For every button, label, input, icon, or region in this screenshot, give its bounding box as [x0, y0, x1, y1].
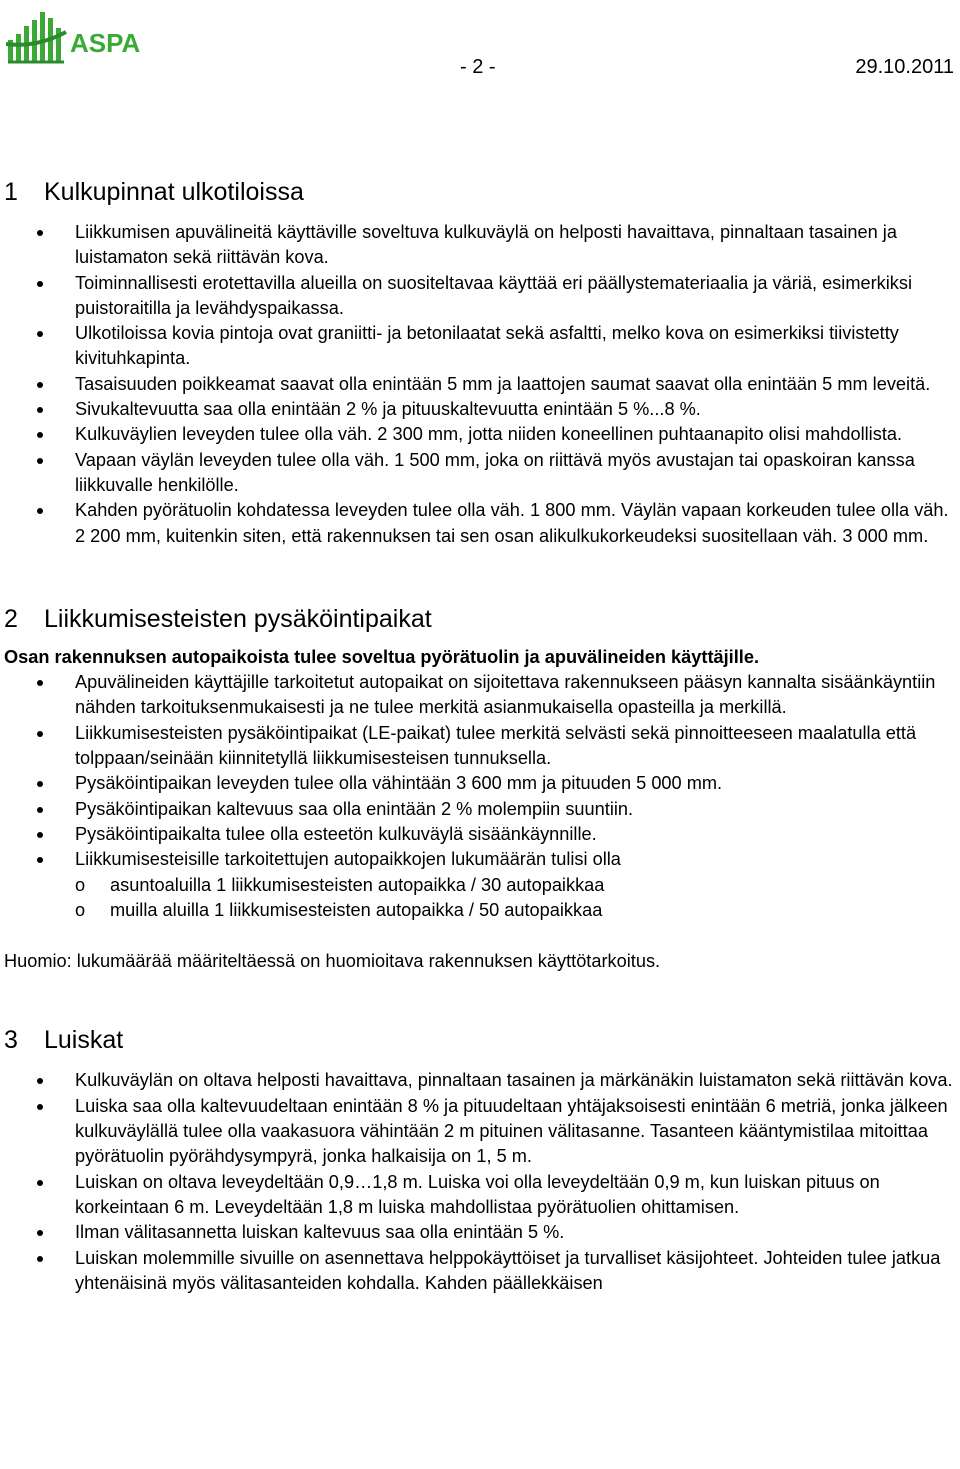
list-item: Sivukaltevuutta saa olla enintään 2 % ja pituuskaltevuutta enintään 5 %...8 %.	[4, 397, 956, 422]
section-pysakointipaikat	[4, 597, 956, 975]
list-item: Luiskan on oltava leveydeltään 0,9…1,8 m. Luiska voi olla leveydeltään 0,9 m, kun luiskan pituus on korkeintaan 6 m. Leveydeltään 1,8 m luiska mahdollistaa pyörätuolien ohittamisen.	[4, 1170, 956, 1221]
section-luiskat	[4, 1018, 956, 1296]
list-item: Luiskan molemmille sivuille on asennettava helppokäyttöiset ja turvalliset käsijohteet. Johteiden tulee jatkua yhtenäisinä myös välitasanteiden kohdalla. Kahden päällekkäisen	[4, 1246, 956, 1297]
bullet-list	[4, 220, 956, 549]
list-item: Kahden pyörätuolin kohdatessa leveyden tulee olla väh. 1 800 mm. Väylän vapaan korkeuden tulee olla väh. 2 200 mm, kuitenkin siten, että rakennuksen tai sen osan alikulkukorkeudeksi suositellaan väh. 3 000 mm.	[4, 498, 956, 549]
page-number: - 2 -	[460, 56, 496, 78]
document-date: 29.10.2011	[855, 56, 954, 78]
list-item: Kulkuväylien leveyden tulee olla väh. 2 300 mm, jotta niiden koneellinen puhtaanapito olisi mahdollista.	[4, 422, 956, 447]
section-title: Luiskat	[44, 1026, 124, 1055]
list-item: Liikkumisen apuvälineitä käyttäville soveltuva kulkuväylä on helposti havaittava, pinnaltaan tasainen ja luistamaton sekä riittävän kova.	[4, 220, 956, 271]
list-item: Toiminnallisesti erotettavilla alueilla on suositeltavaa käyttää eri päällystemateriaalia ja väriä, esimerkiksi puistoraitilla ja levähdyspaikassa.	[4, 271, 956, 322]
list-item: Ulkotiloissa kovia pintoja ovat graniitti- ja betonilaatat sekä asfaltti, melko kova on esimerkiksi tiivistetty kivituhkapinta.	[4, 321, 956, 372]
section-kulkupinnat	[4, 170, 956, 549]
sub-list-item	[4, 898, 956, 923]
section-title: Kulkupinnat ulkotiloissa	[44, 178, 304, 206]
section-heading	[4, 597, 956, 641]
list-item: Ilman välitasannetta luiskan kaltevuus saa olla enintään 5 %.	[4, 1220, 956, 1245]
list-item: Pysäköintipaikan leveyden tulee olla vähintään 3 600 mm ja pituuden 5 000 mm.	[4, 771, 956, 796]
section-number: 1	[4, 178, 18, 206]
sub-bullet-marker: o	[75, 899, 86, 920]
logo-text: ASPA	[70, 28, 141, 58]
list-item: Kulkuväylän on oltava helposti havaittava, pinnaltaan tasainen ja märkänäkin luistamaton sekä riittävän kova.	[4, 1068, 956, 1093]
section-note: Huomio: lukumäärää määriteltäessä on huomioitava rakennuksen käyttötarkoitus.	[4, 951, 661, 972]
sub-bullet-list	[75, 873, 956, 924]
list-item: Luiska saa olla kaltevuudeltaan enintään 8 % ja pituudeltaan yhtäjaksoisesti enintään 6 metriä, jonka jälkeen kulkuväylällä tulee olla vaakasuora vähintään 2 m pituinen välitasanne. Tasanteen kääntymistilaa mitoittaa pyörätuolin pyörähdysympyrä, jonka halkaisija on 1, 5 m.	[4, 1094, 956, 1170]
section-number: 3	[4, 1026, 18, 1055]
bullet-list	[4, 1068, 956, 1296]
aspa-logo	[6, 4, 146, 70]
section-title: Liikkumisesteisten pysäköintipaikat	[44, 604, 432, 633]
list-item: Vapaan väylän leveyden tulee olla väh. 1 500 mm, joka on riittävä myös avustajan tai opaskoiran kanssa liikkuvalle henkilölle.	[4, 448, 956, 499]
section-number: 2	[4, 604, 18, 633]
section-heading	[4, 1018, 956, 1062]
list-item: Liikkumisesteisille tarkoitettujen autopaikkojen lukumäärän tulisi olla	[4, 847, 956, 872]
section-heading	[4, 170, 956, 214]
sub-list-item-text: asuntoaluilla 1 liikkumisesteisten autopaikka / 30 autopaikkaa	[110, 874, 605, 895]
document-body	[4, 170, 956, 1296]
list-item: Pysäköintipaikan kaltevuus saa olla enintään 2 % molempiin suuntiin.	[4, 797, 956, 822]
sub-list-item	[4, 873, 956, 898]
list-item: Pysäköintipaikalta tulee olla esteetön kulkuväylä sisäänkäynnille.	[4, 822, 956, 847]
list-item: Apuvälineiden käyttäjille tarkoitetut autopaikat on sijoitettava rakennukseen pääsyn kannalta sisäänkäyntiin nähden tarkoituksenmukaisesti ja ne tulee merkitä asianmukaisella opasteilla ja merkillä.	[4, 670, 956, 721]
list-item: Tasaisuuden poikkeamat saavat olla enintään 5 mm ja laattojen saumat saavat olla enintään 5 mm leveitä.	[4, 372, 956, 397]
sub-list-item-text: muilla aluilla 1 liikkumisesteisten autopaikka / 50 autopaikkaa	[110, 899, 603, 920]
section-intro: Osan rakennuksen autopaikoista tulee soveltua pyörätuolin ja apuvälineiden käyttäjille.	[4, 646, 760, 667]
sub-bullet-marker: o	[75, 874, 86, 895]
list-item: Liikkumisesteisten pysäköintipaikat (LE-paikat) tulee merkitä selvästi sekä pinnoitteeseen maalatulla että tolppaan/seinään kiinnitetyllä liikkumisesteisen tunnuksella.	[4, 721, 956, 772]
aspa-logo-graphic	[6, 4, 146, 70]
bullet-list	[4, 670, 956, 872]
